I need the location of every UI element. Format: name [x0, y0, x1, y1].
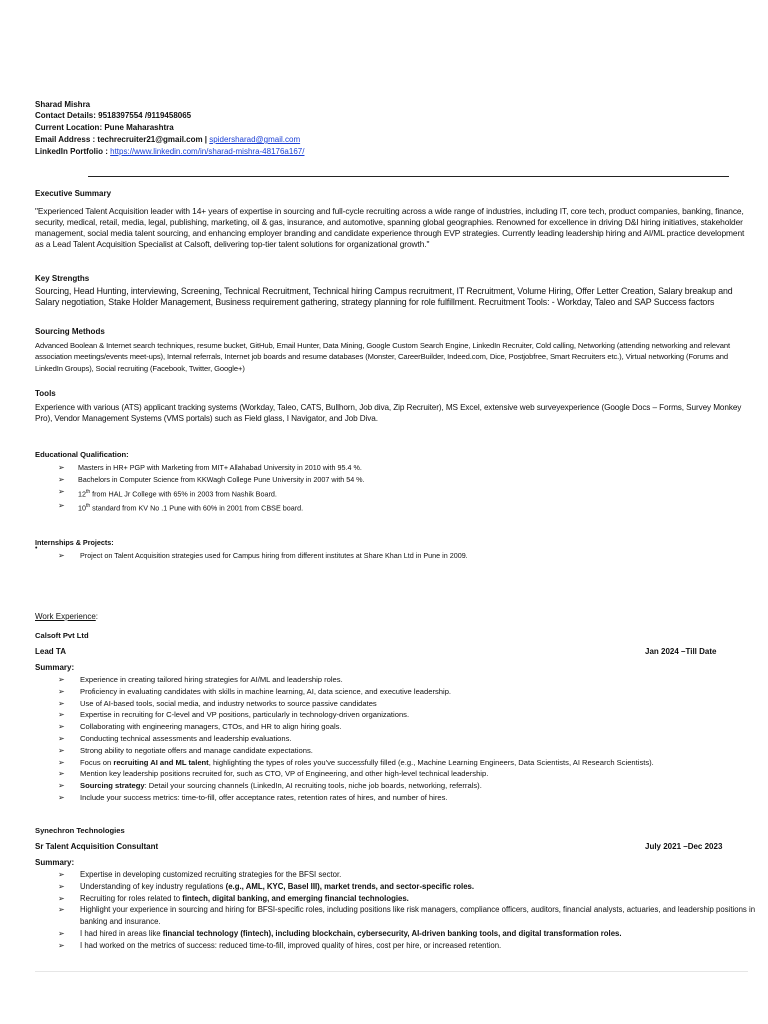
page-footer-divider	[35, 971, 748, 972]
job-dates: July 2021 –Dec 2023	[645, 842, 723, 851]
job-dates: Jan 2024 –Till Date	[645, 647, 717, 656]
education-item: ➢ 10th standard from KV No .1 Pune with 60% in 2001 from CBSE board.	[58, 501, 304, 513]
responsibility-item: ➢ Mention key leadership positions recruited for, such as CTO, VP of Engineering, and other high-level technical leadership.	[58, 769, 489, 779]
job-title: Lead TA	[35, 647, 66, 656]
email-label: Email Address :	[35, 135, 96, 144]
education-list	[58, 462, 748, 515]
responsibility-item: ➢ Include your success metrics: time-to-fill, offer acceptance rates, retention rates of hires, and number of hires.	[58, 792, 448, 802]
linkedin-portfolio	[35, 146, 304, 157]
email-address	[35, 134, 300, 145]
arrowhead-bullet-icon: ➢	[58, 893, 65, 903]
header-divider	[88, 176, 729, 177]
linkedin-label: LinkedIn Portfolio :	[35, 147, 108, 156]
responsibility-item: ➢ Strong ability to negotiate offers and manage candidate expectations.	[58, 745, 313, 755]
job-responsibilities	[58, 674, 758, 804]
tools-text: Experience with various (ATS) applicant tracking systems (Workday, Taleo, CATS, Bullhorn, Job diva, Zip Recruiter), MS Excel, extensive web surveyexperience (Google Docs – Forms, Survey Monkey Pro), Vendor Management Systems (VMS portals) such as Field glass, I Navigator, and Job Diva.	[35, 403, 742, 423]
linkedin-link[interactable]: https://www.linkedin.com/in/sharad-mishra-48176a167/	[110, 147, 305, 156]
arrowhead-bullet-icon: ➢	[58, 686, 65, 696]
responsibility-item: ➢ Expertise in developing customized recruiting strategies for the BFSI sector.	[58, 870, 342, 879]
contact-details	[35, 110, 191, 121]
executive-summary-text: "Experienced Talent Acquisition leader with 14+ years of expertise in sourcing and full-cycle recruiting across a wide range of industries, including IT, core tech, product companies, banking, finance, security, medical, retail, media, legal, publishing, marketing, oil & gas, insurance, and automotive, spanning global geographies. Renowned for excellence in driving D&I hiring initiatives, stakeholder management, social media talent sourcing, and enhancing employer branding and candidate experience through EVP strategies. Currently leading leadership hiring and AI/ML practice development as a Lead Talent Acquisition Specialist at Calsoft, delivering top-tier talent solutions for organizational growth."	[35, 206, 745, 249]
education-item: ➢ Masters in HR+ PGP with Marketing from MIT+ Allahabad University in 2010 with 95.4 %.	[58, 463, 362, 472]
responsibility-item: ➢ Collaborating with engineering managers, CTOs, and HR to align hiring goals.	[58, 722, 342, 732]
contact-value: 9518397554 /9119458065	[98, 111, 192, 120]
company-name: Calsoft Pvt Ltd	[35, 631, 89, 640]
education-heading: Educational Qualification:	[35, 450, 129, 459]
stray-bullet-dot: •	[35, 545, 38, 552]
job-title: Sr Talent Acquisition Consultant	[35, 842, 159, 851]
arrowhead-bullet-icon: ➢	[58, 881, 65, 891]
responsibility-item: ➢ I had worked on the metrics of success: reduced time-to-fill, improved quality of hires, cost per hire, or increased retention.	[58, 940, 502, 950]
company-name: Synechron Technologies	[35, 826, 125, 835]
candidate-name: Sharad Mishra	[35, 100, 91, 109]
arrowhead-bullet-icon: ➢	[58, 722, 65, 732]
responsibility-item: ➢ Use of AI-based tools, social media, and industry networks to source passive candidates	[58, 698, 377, 708]
arrowhead-bullet-icon: ➢	[58, 551, 65, 560]
arrowhead-bullet-icon: ➢	[58, 698, 65, 708]
key-strengths-text: Sourcing, Head Hunting, interviewing, Screening, Technical Recruitment, Technical hiring Campus recruitment, IT Recruitment, Volume Hiring, Offer Letter Creation, Salary breakup and Salary negotiation, Stake Holder Management, Business requirement gathering, strategy planning for role fulfillment. Recruitment Tools: - Workday, Taleo and SAP Success factors	[35, 286, 733, 307]
responsibility-item: ➢ Sourcing strategy: Detail your sourcing channels (LinkedIn, AI recruiting tools, niche job boards, networking, referrals).	[58, 781, 482, 791]
arrowhead-bullet-icon: ➢	[58, 905, 65, 915]
responsibility-item: ➢ Understanding of key industry regulations (e.g., AML, KYC, Basel III), market trends, and sector-specific roles.	[58, 881, 475, 891]
sourcing-methods-heading: Sourcing Methods	[35, 327, 105, 336]
email-secondary-link[interactable]: spidersharad@gmail.com	[209, 135, 301, 144]
responsibility-item: ➢ Recruiting for roles related to fintech, digital banking, and emerging financial technologies.	[58, 893, 409, 903]
education-item: ➢ 12th from HAL Jr College with 65% in 2003 from Nashik Board.	[58, 487, 277, 499]
sourcing-methods-text: Advanced Boolean & Internet search techniques, resume bucket, GitHub, Email Hunter, Data Mining, Google Custom Search Engine, LinkedIn Recruiter, Cold calling, Networking (attending networking and relevant association meetings/events meet-ups), Internal referrals, Internet job boards and resume databases (Monster, CareerBuilder, Indeed.com, Dice, Postjobfree, Smart Recruiters etc.), Virtual networking (Forums and LinkedIn Groups), Social recruiting (Facebook, Twitter, Google+)	[35, 341, 730, 373]
arrowhead-bullet-icon: ➢	[58, 675, 65, 684]
arrowhead-bullet-icon: ➢	[58, 745, 65, 755]
arrowhead-bullet-icon: ➢	[58, 463, 65, 472]
email-primary: techrecruiter21@gmail.com |	[97, 135, 208, 144]
responsibility-item: ➢ Proficiency in evaluating candidates with skills in machine learning, AI, data science, and executive leadership.	[58, 686, 452, 696]
responsibility-item: ➢ Expertise in recruiting for C-level and VP positions, particularly in technology-driven organizations.	[58, 710, 410, 720]
arrowhead-bullet-icon: ➢	[58, 781, 65, 791]
arrowhead-bullet-icon: ➢	[58, 733, 65, 743]
tools-heading: Tools	[35, 389, 56, 398]
arrowhead-bullet-icon: ➢	[58, 792, 65, 802]
work-experience-heading: Work Experience:	[35, 612, 98, 621]
internship-item: ➢ Project on Talent Acquisition strategies used for Campus hiring from different institutes at Share Khan Ltd in Pune in 2009.	[58, 551, 468, 560]
responsibility-item: ➢ Highlight your experience in sourcing and hiring for BFSI-specific roles, including positions like risk managers, compliance officers, auditors, financial analysts, actuaries, and leadership positions in banking and insurance.	[58, 905, 756, 927]
arrowhead-bullet-icon: ➢	[58, 710, 65, 720]
internships-list	[58, 550, 748, 562]
summary-label: Summary:	[35, 663, 75, 672]
summary-label: Summary:	[35, 858, 75, 867]
arrowhead-bullet-icon: ➢	[58, 928, 65, 938]
arrowhead-bullet-icon: ➢	[58, 940, 65, 950]
responsibility-item: ➢ Experience in creating tailored hiring strategies for AI/ML and leadership roles.	[58, 675, 343, 684]
key-strengths-heading: Key Strengths	[35, 274, 90, 283]
internships-heading: Internships & Projects:	[35, 538, 114, 547]
education-item: ➢ Bachelors in Computer Science from KKWagh College Pune University in 2007 with 54 %.	[58, 475, 365, 484]
arrowhead-bullet-icon: ➢	[58, 757, 65, 767]
contact-label: Contact Details:	[35, 111, 96, 120]
job-responsibilities	[58, 869, 758, 952]
current-location	[35, 122, 174, 133]
responsibility-item: ➢ I had hired in areas like financial technology (fintech), including blockchain, cybersecurity, AI-driven banking tools, and digital transformation roles.	[58, 928, 622, 938]
arrowhead-bullet-icon: ➢	[58, 501, 65, 511]
arrowhead-bullet-icon: ➢	[58, 870, 65, 879]
arrowhead-bullet-icon: ➢	[58, 769, 65, 779]
executive-summary-heading: Executive Summary	[35, 189, 112, 198]
responsibility-item: ➢ Conducting technical assessments and leadership evaluations.	[58, 733, 292, 743]
arrowhead-bullet-icon: ➢	[58, 487, 65, 496]
location-value: Pune Maharashtra	[104, 123, 174, 132]
location-label: Current Location:	[35, 123, 103, 132]
arrowhead-bullet-icon: ➢	[58, 475, 65, 484]
responsibility-item: ➢ Focus on recruiting AI and ML talent, highlighting the types of roles you've successfully filled (e.g., Machine Learning Engineers, Data Scientists, AI Research Scientists).	[58, 757, 654, 767]
